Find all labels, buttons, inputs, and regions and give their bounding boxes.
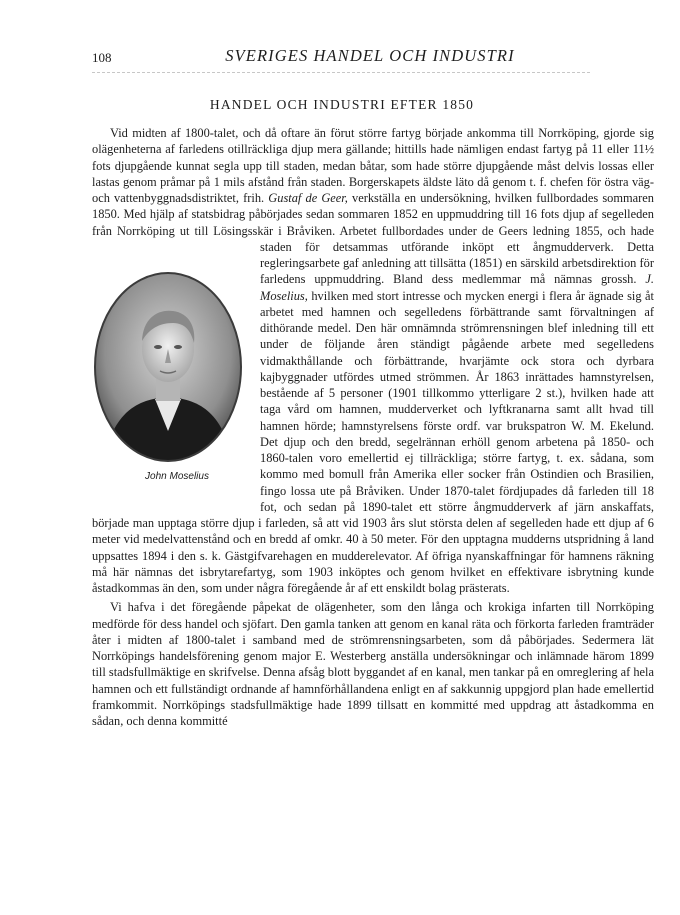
portrait-image [93,271,243,463]
paragraph-1-part-b1: verkställa en undersökning, hvilken fullbordades sommaren 1850. Med hjälp af statsbidrag påbörjades sedan sommaren 1852 en uppmuddring till 16 fots djup af segelleden från Norrköping ut till Lösingsskär i Bråviken. Arbetet fullbordades under de Geers ledning 1855, och hade staden för detsammas utförande inköpt [92,191,654,254]
person-name-j-moselius: J. Moselius, [260,272,654,303]
section-title: HANDEL OCH INDUSTRI EFTER 1850 [209,97,475,112]
page-number: 108 [92,50,112,65]
paragraph-1-part-a: Vid midten af 1800-talet, och då oftare än förut större fartyg började ankomma till Norrköping, gjorde sig olägenheterna af farledens otillräckliga djup mera gällande; hittills hade nämligen endast fartyg på 11 eller 11½ fots djupgående kunnat segla upp till staden, medan båtar, som hade större djupgående måst delvis lossas eller lastas genom pråmar på 1 mils afstånd från staden. Borgerskapets äldste läto då genom t. f. chefen för östra väg- och vattenbyggnadsdistriktet, frih. [92,126,654,205]
running-head-title: SVERIGES HANDEL OCH INDUSTRI [225,46,515,65]
paragraph-1-part-b2: ett ångmudderverk. Detta regleringsarbete gaf anledning att tillsätta (1851) en särskild arbetsdirektion för farledens uppmuddring. Bland dess medlemmar må nämnas grossh. [260,239,654,287]
paragraph-2: Vi hafva i det föregående påpekat de olägenheter, som den långa och krokiga infarten till Norrköping medförde för dess handel och sjöfart. Den gamla tanken att genom en kanal räta och förkorta farleden framträder åter i midten af 1800-talet i samband med de strömrensningsarbeten, som då påbörjades. Sedermera lät Norrköpings handelsförening genom major E. Westerberg anställa undersökningar och inlämnade härom 1899 till stadsfullmäktige en skrifvelse. Denna afsåg blott byggandet af en kanal, men tankar på en omreglering af hela hamnen och ett fullständigt ordnande af hamnförhållandena enligt en af sakkunnig uppgjord plan hade emellertid framkommit. Norrköpings stadsfullmäktige hade 1899 tillsatt en kommitté med uppdrag att åstadkomma en sådan, och denna kommitté [92,600,654,728]
header-rule [92,72,590,73]
person-name-gustaf-de-geer: Gustaf de Geer, [268,191,348,205]
body-text [92,125,654,729]
portrait-caption: John Moselius [145,470,209,482]
paragraph-1-part-c: hvilken med stort intresse och mycken energi i flera år ägnade sig åt arbetet med hamnen och segelledens förbättrande samt förvaltningen af dithörande medel. Den här omnämnda strömrensningen blef inledning till ett under de följande åren ständigt pågående arbete med segelledens vidmakthållande och förbättrande, hvarjämte ock stora och dyrbara kajbyggnader utfördes utmed strömmen. År 1863 inrättades hamnstyrelsen, bestående af 5 personer (1901 tillkommo ytterligare 2 st.), hvilken hade att taga vård om hamnen, mudderverket och lyftkranarna samt allt hvad till hamnen hörde; hamnstyrelsens förste ordf. var brukspatron W. M. Ekelund. Det djup och den bredd, segelrännan erhöll genom arbetena på 1850- och 1860-talen voro emellertid ej tillräckliga; större fartyg, t. ex. sådana, som kommo med bomull från Amerika eller socker från Ostindien och Brasilien, fingo lossa ute på Bråviken. Under 1870-talet fördjupades då farleden till 18 fot, och sedan på 1890-talet ett större ångmudderverk af järn anskaffats, började man upptaga större djup i farleden, så att vid 1903 års slut största delen af segelleden hade ett djup af 6 meter vid medelvattenstånd och en bredd af omkr. 40 à 50 meter. För den upptagna mudderns utspridning å land uppsattes 1894 i den s. k. Gästgifvarehagen en mudderelevator. Af öfriga nyanskaffningar för hamnens räkning må här nämnas det isbrytarefartyg, som 1903 inköptes och genom hvilket en effektivare isbrytning kunde åstadkommas än den, som under några föregående år af ett enskildt bolag prästerats. [92,288,654,595]
portrait-figure [92,271,244,501]
paragraph-1 [92,125,654,596]
